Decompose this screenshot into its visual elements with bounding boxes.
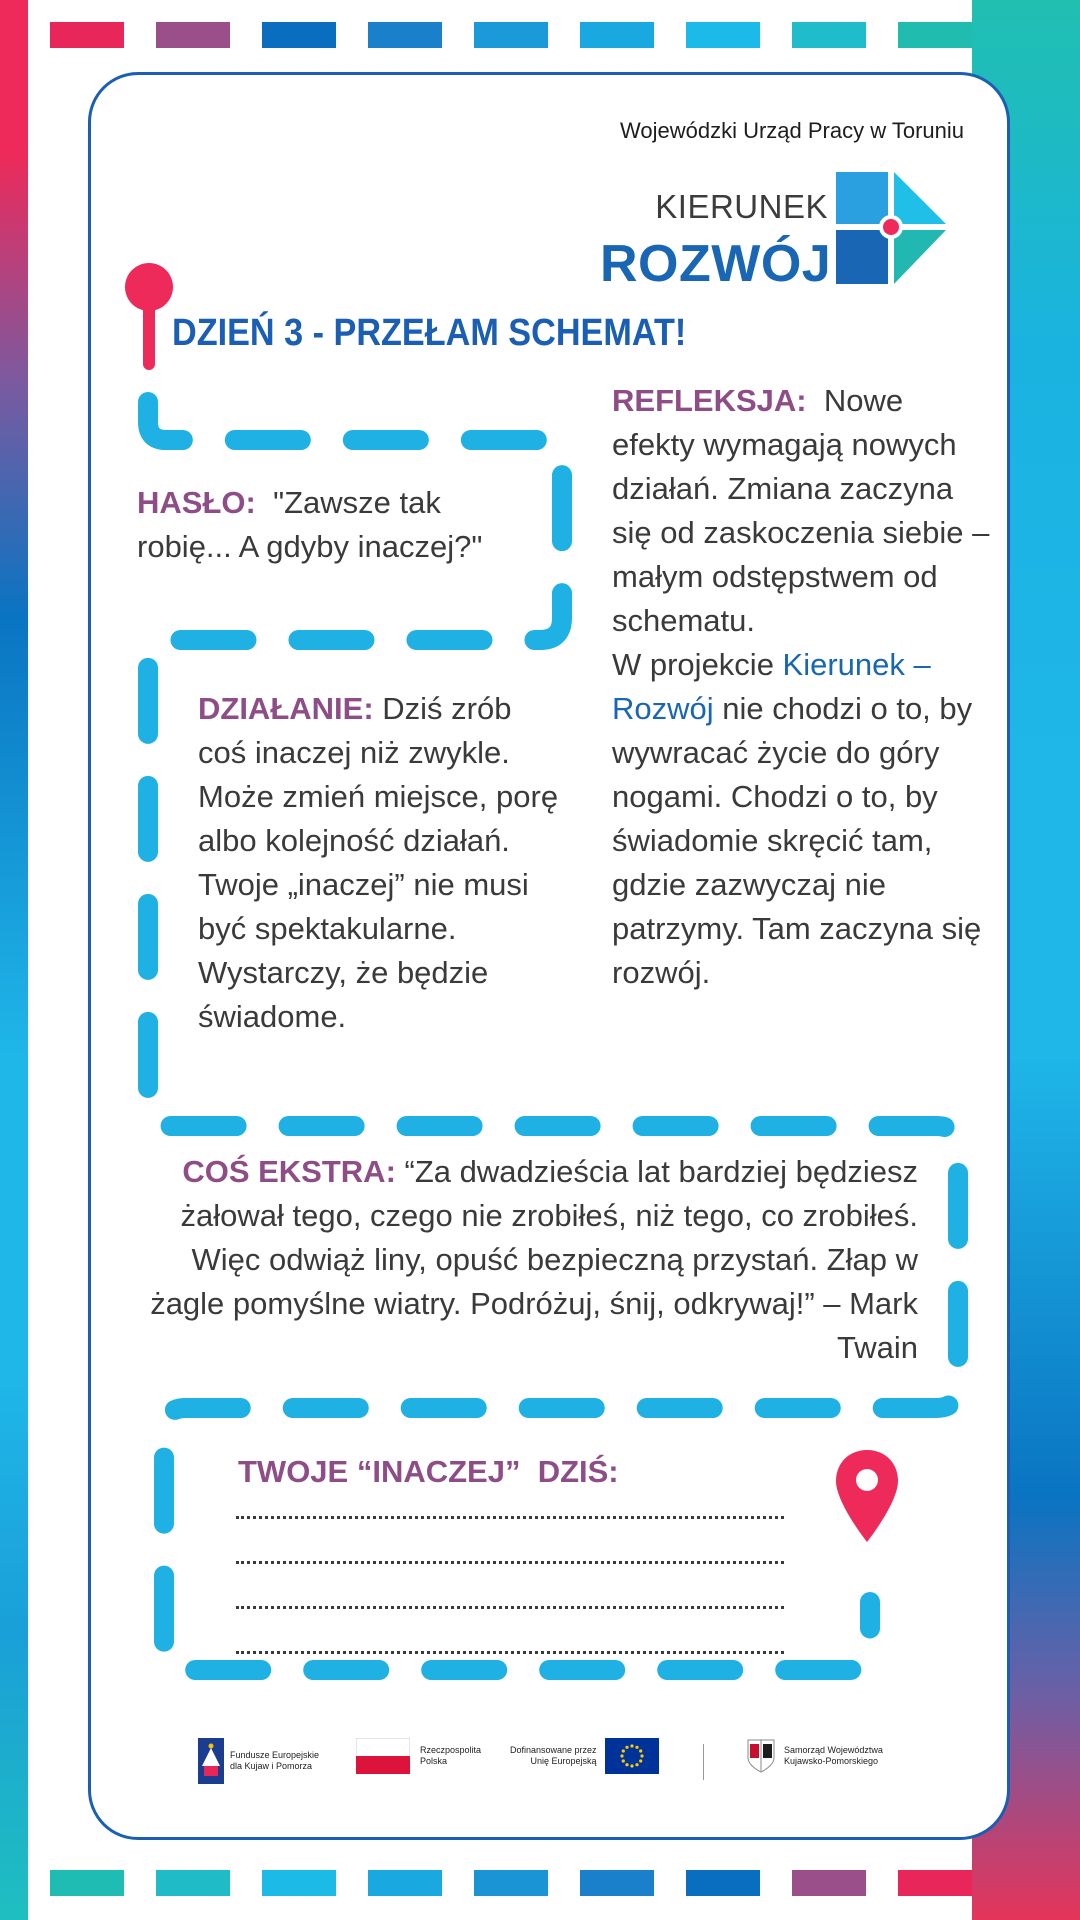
notes-line[interactable] xyxy=(236,1606,784,1612)
notes-line[interactable] xyxy=(236,1651,784,1657)
extra-quote: “Za dwadzieścia lat bardziej będziesz żałował tego, czego nie zrobiłeś, niż tego, co zrobiłeś. Więc odwiąż liny, opuść bezpieczną przystań. Złap w żagle pomyślne wiatry. Podróżuj, śnij, odkrywaj!” – Mark Twain xyxy=(150,1154,918,1365)
haslo-label: HASŁO: xyxy=(137,485,256,520)
funder-fe xyxy=(198,1738,319,1784)
funder-fe-line1: Fundusze Europejskie xyxy=(230,1750,320,1760)
funder-fe-line2: dla Kujaw i Pomorza xyxy=(230,1761,313,1771)
funders-bar xyxy=(198,1738,918,1788)
logo-text-kierunek: KIERUNEK xyxy=(655,188,828,225)
dzialanie-block xyxy=(198,687,560,1039)
funder-ue xyxy=(510,1738,659,1774)
eu-funds-logo-icon xyxy=(198,1738,224,1784)
notes-heading: TWOJE “INACZEJ” DZIŚ: xyxy=(238,1454,619,1489)
extra-block xyxy=(124,1150,918,1370)
organization-name: Wojewódzki Urząd Pracy w Toruniu xyxy=(620,118,964,143)
funder-ue-line2: Unię Europejską xyxy=(530,1756,597,1766)
dzialanie-text: Dziś zrób coś inaczej niż zwykle. Może zmień miejsce, porę albo kolejność działań. Twoje „inaczej” nie musi być spektakularne. Wystarczy, że będzie świadome. xyxy=(198,691,559,1034)
refleksja-block xyxy=(612,379,992,995)
polish-flag-icon xyxy=(356,1738,410,1774)
refleksja-text: Nowe efekty wymagają nowych działań. Zmiana zaczyna się od zaskoczenia siebie – małym odstępstwem od schematu. xyxy=(612,383,990,638)
haslo-text: "Zawsze tak robię... A gdyby inaczej?" xyxy=(137,485,483,564)
funder-ue-line1: Dofinansowane przez xyxy=(510,1745,597,1755)
refleksja-text-end: nie chodzi o to, by wywracać życie do góry nogami. Chodzi o to, by świadomie skręcić tam, gdzie zazwyczaj nie patrzymy. Tam zaczyna się rozwój. xyxy=(612,691,982,990)
notes-line[interactable] xyxy=(236,1561,784,1567)
extra-label: COŚ EKSTRA: xyxy=(182,1154,396,1189)
funder-rp-line2: Polska xyxy=(420,1756,448,1766)
refleksja-text-start: W projekcie xyxy=(612,647,783,682)
funder-sw-line2: Kujawsko-Pomorskiego xyxy=(784,1756,879,1766)
eu-flag-icon xyxy=(605,1738,659,1774)
kierunek-rozwoj-link[interactable]: Kierunek – Rozwój xyxy=(612,647,931,726)
dzialanie-label: DZIAŁANIE: xyxy=(198,691,374,726)
location-pin-icon xyxy=(834,1448,900,1544)
map-pin-icon xyxy=(124,262,174,372)
notes-lines xyxy=(236,1516,784,1696)
funder-sw xyxy=(746,1738,883,1774)
notes-line[interactable] xyxy=(236,1516,784,1522)
funder-sw-line1: Samorząd Województwa xyxy=(784,1745,883,1755)
funder-rp xyxy=(356,1738,481,1774)
refleksja-label: REFLEKSJA: xyxy=(612,383,807,418)
kierunek-rozwoj-logo-mark xyxy=(836,172,946,284)
funders-divider xyxy=(703,1744,704,1780)
regional-coat-of-arms-icon xyxy=(746,1738,776,1774)
funder-rp-line1: Rzeczpospolita xyxy=(420,1745,482,1755)
logo-text-rozwoj: ROZWÓJ xyxy=(600,235,832,293)
page-title: DZIEŃ 3 - PRZEŁAM SCHEMAT! xyxy=(172,312,687,354)
haslo-block xyxy=(137,481,537,569)
